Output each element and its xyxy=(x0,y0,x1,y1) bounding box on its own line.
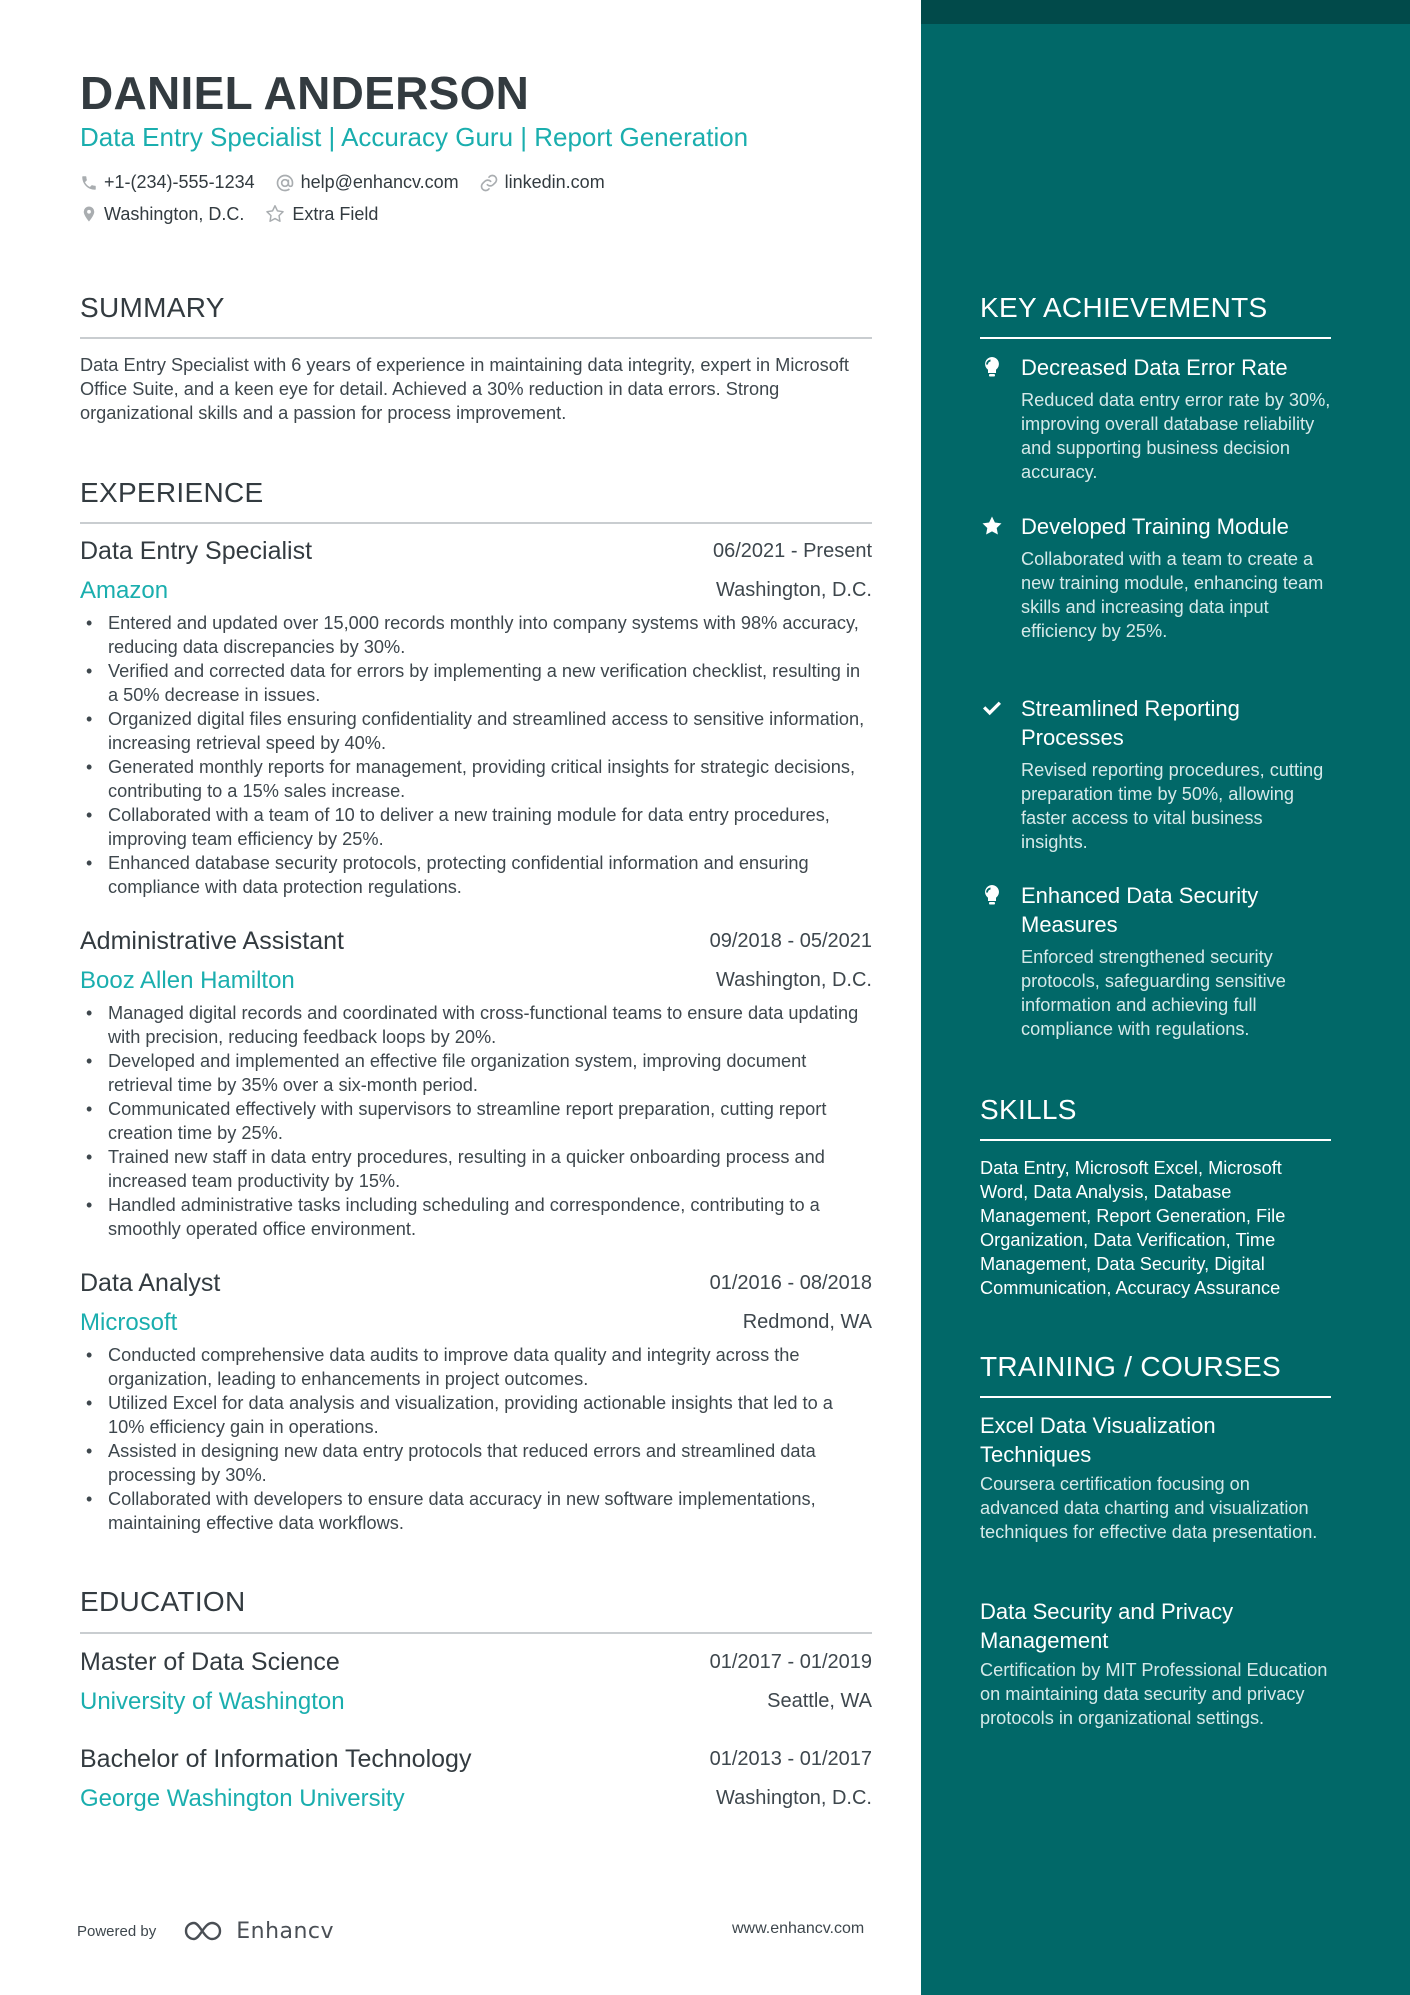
footer-powered-by xyxy=(77,1918,334,1944)
contact-row-1 xyxy=(80,172,625,193)
achievement-item xyxy=(980,353,1331,484)
job-company: Microsoft xyxy=(80,1309,178,1336)
list-item: • Collaborated with a team of 10 to deliver a new training module for data entry procedures, improving team efficiency by 25%. xyxy=(80,803,872,851)
lightbulb-icon xyxy=(980,355,1004,379)
list-item: • Enhanced database security protocols, protecting confidential information and ensuring compliance with data protection regulations. xyxy=(80,851,872,899)
course-title: Excel Data Visualization Techniques xyxy=(980,1413,1216,1467)
job-title: Data Entry Specialist xyxy=(80,537,313,565)
skills-text: Data Entry, Microsoft Excel, Microsoft Word, Data Analysis, Database Management, Report Generation, File Organization, Data Verification, Time Management, Data Security, Digital Communication, Accuracy Assurance xyxy=(980,1158,1286,1298)
achievement-title: Developed Training Module xyxy=(1021,514,1289,539)
contact-row-2 xyxy=(80,203,398,225)
job-bullets xyxy=(80,1343,872,1535)
lightbulb-icon xyxy=(980,883,1004,907)
list-item: • Assisted in designing new data entry protocols that reduced errors and streamlined data processing by 30%. xyxy=(80,1439,872,1487)
star-outline-icon xyxy=(264,203,286,225)
job-bullets xyxy=(80,611,872,899)
training-divider xyxy=(980,1396,1331,1398)
enhancv-logo-icon xyxy=(182,1918,228,1944)
education-entry xyxy=(80,1648,872,1722)
list-item: • Conducted comprehensive data audits to improve data quality and integrity across the organization, leading to enhancements in project outcomes. xyxy=(80,1343,872,1391)
training-heading: TRAINING / COURSES xyxy=(980,1351,1281,1382)
contact-phone[interactable] xyxy=(80,172,255,193)
extra-text: Extra Field xyxy=(292,203,379,224)
summary-heading: SUMMARY xyxy=(80,292,225,323)
job-location: Redmond, WA xyxy=(742,1311,872,1333)
footer-website[interactable]: www.enhancv.com xyxy=(732,1920,865,1937)
email-text: help@enhancv.com xyxy=(300,172,459,192)
achievements-heading: KEY ACHIEVEMENTS xyxy=(980,292,1268,323)
job-location: Washington, D.C. xyxy=(716,969,872,991)
location-text: Washington, D.C. xyxy=(104,203,245,224)
phone-icon xyxy=(80,174,98,192)
job-location: Washington, D.C. xyxy=(716,579,872,601)
school-location: Seattle, WA xyxy=(767,1690,872,1712)
summary-text: Data Entry Specialist with 6 years of experience in maintaining data integrity, expert in Microsoft Office Suite, and a keen eye for detail. Achieved a 30% reduction in data errors. Strong organizational skills and a passion for process improvement. xyxy=(80,355,849,423)
achievement-title: Decreased Data Error Rate xyxy=(1021,355,1288,380)
candidate-name: DANIEL ANDERSON xyxy=(80,67,530,119)
job-date: 01/2016 - 08/2018 xyxy=(709,1272,872,1294)
course-desc: Coursera certification focusing on advanced data charting and visualization techniques for effective data presentation. xyxy=(980,1474,1318,1542)
experience-divider xyxy=(80,522,872,524)
achievement-desc: Collaborated with a team to create a new training module, enhancing team skills and increasing data input efficiency by 25%. xyxy=(1021,549,1324,641)
sidebar-top-band xyxy=(921,0,1410,24)
job-company: Booz Allen Hamilton xyxy=(80,967,295,994)
achievement-desc: Reduced data entry error rate by 30%, improving overall database reliability and supporting business decision accuracy. xyxy=(1021,390,1331,482)
at-icon xyxy=(275,173,295,193)
course-item xyxy=(980,1411,1331,1544)
achievement-item xyxy=(980,512,1331,643)
list-item: • Trained new staff in data entry procedures, resulting in a quicker onboarding process and increased team productivity by 15%. xyxy=(80,1145,872,1193)
job-date: 09/2018 - 05/2021 xyxy=(709,930,872,952)
degree-title: Bachelor of Information Technology xyxy=(80,1745,472,1773)
achievements-divider xyxy=(980,337,1331,339)
course-item xyxy=(980,1597,1331,1730)
list-item: • Entered and updated over 15,000 records monthly into company systems with 98% accuracy, reducing data discrepancies by 30%. xyxy=(80,611,872,659)
powered-by-text: Powered by xyxy=(77,1922,157,1940)
list-item: • Developed and implemented an effective file organization system, improving document retrieval time by 35% over a six-month period. xyxy=(80,1049,872,1097)
achievement-item xyxy=(980,881,1331,1041)
phone-text: +1-(234)-555-1234 xyxy=(104,172,255,192)
contact-email[interactable] xyxy=(275,172,459,193)
location-pin-icon xyxy=(80,204,98,224)
star-icon xyxy=(980,514,1004,538)
list-item: • Collaborated with developers to ensure data accuracy in new software implementations, maintaining effective data workflows. xyxy=(80,1487,872,1535)
list-item: • Organized digital files ensuring confidentiality and streamlined access to sensitive information, increasing retrieval speed by 40%. xyxy=(80,707,872,755)
list-item: • Generated monthly reports for management, providing critical insights for strategic decisions, contributing to a 15% sales increase. xyxy=(80,755,872,803)
contact-extra xyxy=(264,203,378,225)
course-title: Data Security and Privacy Management xyxy=(980,1599,1234,1653)
brand-text: Enhancv xyxy=(236,1918,335,1944)
list-item: • Verified and corrected data for errors by implementing a new verification checklist, resulting in a 50% decrease in issues. xyxy=(80,659,872,707)
education-divider xyxy=(80,1632,872,1634)
achievement-title: Streamlined Reporting Processes xyxy=(1021,696,1240,750)
job-company: Amazon xyxy=(80,577,169,604)
school-name: George Washington University xyxy=(80,1785,405,1812)
education-date: 01/2017 - 01/2019 xyxy=(709,1651,872,1673)
achievement-desc: Revised reporting procedures, cutting preparation time by 50%, allowing faster access to vital business insights. xyxy=(1021,760,1324,852)
job-date: 06/2021 - Present xyxy=(713,540,872,562)
achievement-title: Enhanced Data Security Measures xyxy=(1021,883,1259,937)
check-icon xyxy=(980,696,1004,720)
list-item: • Managed digital records and coordinated with cross-functional teams to ensure data updating with precision, reducing feedback loops by 20%. xyxy=(80,1001,872,1049)
sidebar xyxy=(921,0,1410,1995)
job-entry xyxy=(80,1269,872,1535)
link-text: linkedin.com xyxy=(504,172,605,192)
education-date: 01/2013 - 01/2017 xyxy=(709,1748,872,1770)
degree-title: Master of Data Science xyxy=(80,1648,340,1676)
course-desc: Certification by MIT Professional Education on maintaining data security and privacy protocols in organizational settings. xyxy=(980,1660,1328,1728)
experience-heading: EXPERIENCE xyxy=(80,477,264,508)
contact-link[interactable] xyxy=(479,172,605,193)
skills-divider xyxy=(980,1139,1331,1141)
job-title: Administrative Assistant xyxy=(80,927,344,955)
candidate-headline: Data Entry Specialist | Accuracy Guru | Report Generation xyxy=(80,122,749,152)
school-location: Washington, D.C. xyxy=(716,1787,872,1809)
achievement-item xyxy=(980,694,1331,854)
job-bullets xyxy=(80,1001,872,1241)
achievement-desc: Enforced strengthened security protocols, safeguarding sensitive information and achieving full compliance with regulations. xyxy=(1021,947,1286,1039)
enhancv-logo[interactable] xyxy=(182,1918,334,1944)
job-entry xyxy=(80,927,872,1241)
list-item: • Communicated effectively with supervisors to streamline report preparation, cutting report creation time by 25%. xyxy=(80,1097,872,1145)
education-heading: EDUCATION xyxy=(80,1586,246,1617)
education-entry xyxy=(80,1745,872,1819)
list-item: • Handled administrative tasks including scheduling and correspondence, contributing to a smoothly operated office environment. xyxy=(80,1193,872,1241)
job-entry xyxy=(80,537,872,899)
job-title: Data Analyst xyxy=(80,1269,221,1297)
list-item: • Utilized Excel for data analysis and visualization, providing actionable insights that led to a 10% efficiency gain in operations. xyxy=(80,1391,872,1439)
link-icon xyxy=(479,173,499,193)
skills-heading: SKILLS xyxy=(980,1094,1077,1125)
contact-location xyxy=(80,204,244,225)
school-name: University of Washington xyxy=(80,1688,345,1715)
summary-divider xyxy=(80,337,872,339)
